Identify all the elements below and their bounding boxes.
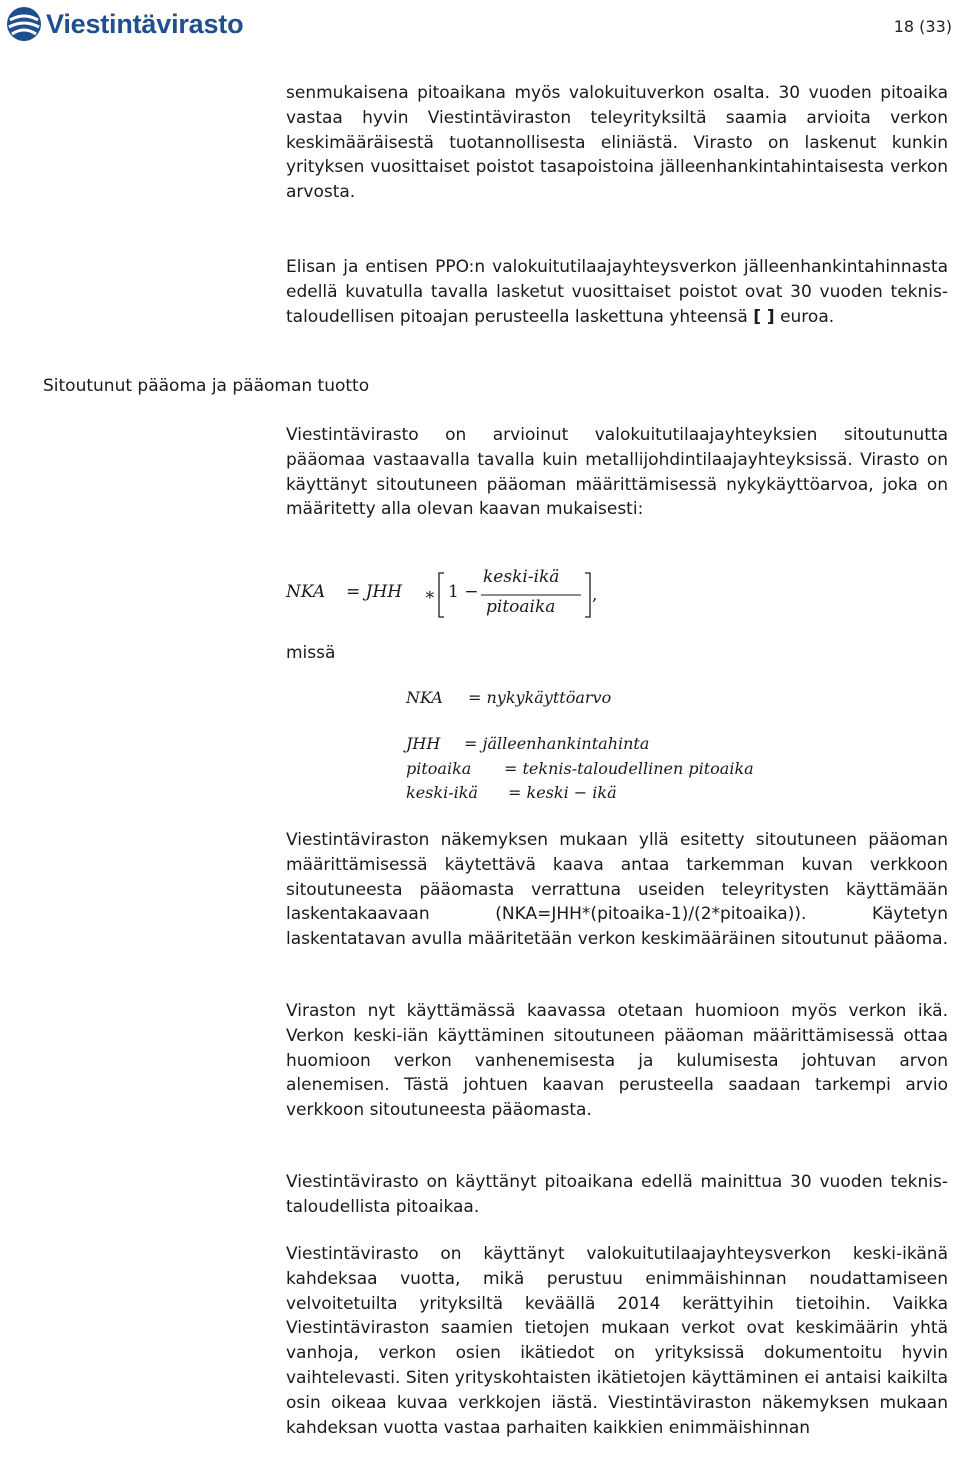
paragraph-3: Viestintävirasto on arvioinut valokuitutilaajayhteyksien sitoutunutta pääomaa vastaavalla tavalla kuin metallijohdintilaajayhteyksissä. Virasto on käyttänyt sitoutuneen pääoman määrittämisessä nykykäyttöarvoa, joka on määritetty alla olevan kaavan mukaisesti: (286, 425, 948, 520)
definition-term: keski-ikä (406, 783, 478, 802)
nka-formula (286, 565, 606, 625)
paragraph-4: Viestintäviraston näkemyksen mukaan yllä esitetty sitoutuneen pääoman määrittämisessä käytettävä kaava antaa tarkemman kuvan verkkoon sitoutuneesta pääomasta verrattuna useiden teleyritysten käyttämään laskentakaavaan (NKA=JHH*(pitoaika-1)/(2*pitoaika)). Käytetyn laskentatavan avulla määritetään verkon keskimääräinen sitoutunut pääoma. (286, 830, 948, 950)
definition-term: JHH (406, 734, 441, 753)
formula-comma: , (592, 585, 598, 605)
page-header (0, 0, 960, 50)
paragraph-2-text: Elisan ja entisen PPO:n valokuitutilaajayhteysverkon jälleenhankintahinnasta edellä kuvatulla tavalla lasketut vuosittaiset poistot ovat 30 vuoden teknis-taloudellisen pitoajan perusteella laskettuna yhteensä (286, 257, 948, 327)
formula-numerator: keski-ikä (483, 567, 560, 587)
formula-one: 1 − (448, 582, 479, 602)
redacted-bracket: [ ] (753, 306, 775, 327)
viestintavirasto-logo (4, 4, 243, 44)
paragraph-5: Viraston nyt käyttämässä kaavassa otetaan huomioon myös verkon ikä. Verkon keski-iän käyttäminen sitoutuneen pääoman määrittämisessä ottaa huomioon verkon vanhenemisesta ja kulumisesta johtuvan arvon alenemisen. Tästä johtuen kaavan perusteella saadaan tarkempi arvio verkkoon sitoutuneesta pääomasta. (286, 1001, 948, 1121)
paragraph-2-end: euroa. (774, 306, 835, 327)
formula-times: ∗ (424, 585, 436, 605)
formula-eq: = JHH (346, 582, 403, 602)
formula-lhs: NKA (286, 582, 326, 602)
definition-value: = teknis-taloudellinen pitoaika (504, 759, 754, 778)
definition-term: NKA (406, 688, 443, 707)
definition-value: = jälleenhankintahinta (464, 734, 650, 753)
section-heading: Sitoutunut pääoma ja pääoman tuotto (43, 376, 370, 396)
missa-label: missä (286, 643, 336, 663)
paragraph-2 (286, 255, 948, 329)
paragraph-6: Viestintävirasto on käyttänyt pitoaikana edellä mainittua 30 vuoden teknis-taloudellista pitoaikaa. (286, 1172, 948, 1217)
globe-logo-icon (4, 4, 44, 44)
paragraph-1: senmukaisena pitoaikana myös valokuituverkon osalta. 30 vuoden pitoaika vastaa hyvin Viestintäviraston teleyrityksiltä saamia arvioita verkon keskimääräisestä tuotannollisesta eliniästä. Virasto on laskenut kunkin yrityksen vuosittaiset poistot tasapoistoina jälleenhankintahintaisesta verkon arvosta. (286, 83, 948, 203)
brand-name: Viestintävirasto (46, 8, 244, 39)
paragraph-7: Viestintävirasto on käyttänyt valokuitutilaajayhteysverkon keski-ikänä kahdeksaa vuotta, mikä perustuu enimmäishinnan noudattamiseen velvoitetuilta yrityksiltä keväällä 2014 kerättyihin tietoihin. Vaikka Viestintäviraston saamien tietojen mukaan verkot ovat keskimäärin yhtä vanhoja, verkon osien ikätiedot on yrityksissä dokumentoitu hyvin vaihtelevasti. Siten yrityskohtaisten ikätietojen käyttäminen ei antaisi kaikilta osin oikeaa kuvaa verkkojen iästä. Viestintäviraston näkemyksen mukaan kahdeksan vuotta vastaa parhaiten kaikkien enimmäishinnan (286, 1244, 948, 1438)
definition-term: pitoaika (406, 759, 472, 778)
formula-denominator: pitoaika (486, 597, 556, 617)
definition-value: = keski − ikä (508, 783, 617, 802)
page-number: 18 (33) (893, 17, 952, 36)
definition-value: = nykykäyttöarvo (468, 688, 612, 707)
